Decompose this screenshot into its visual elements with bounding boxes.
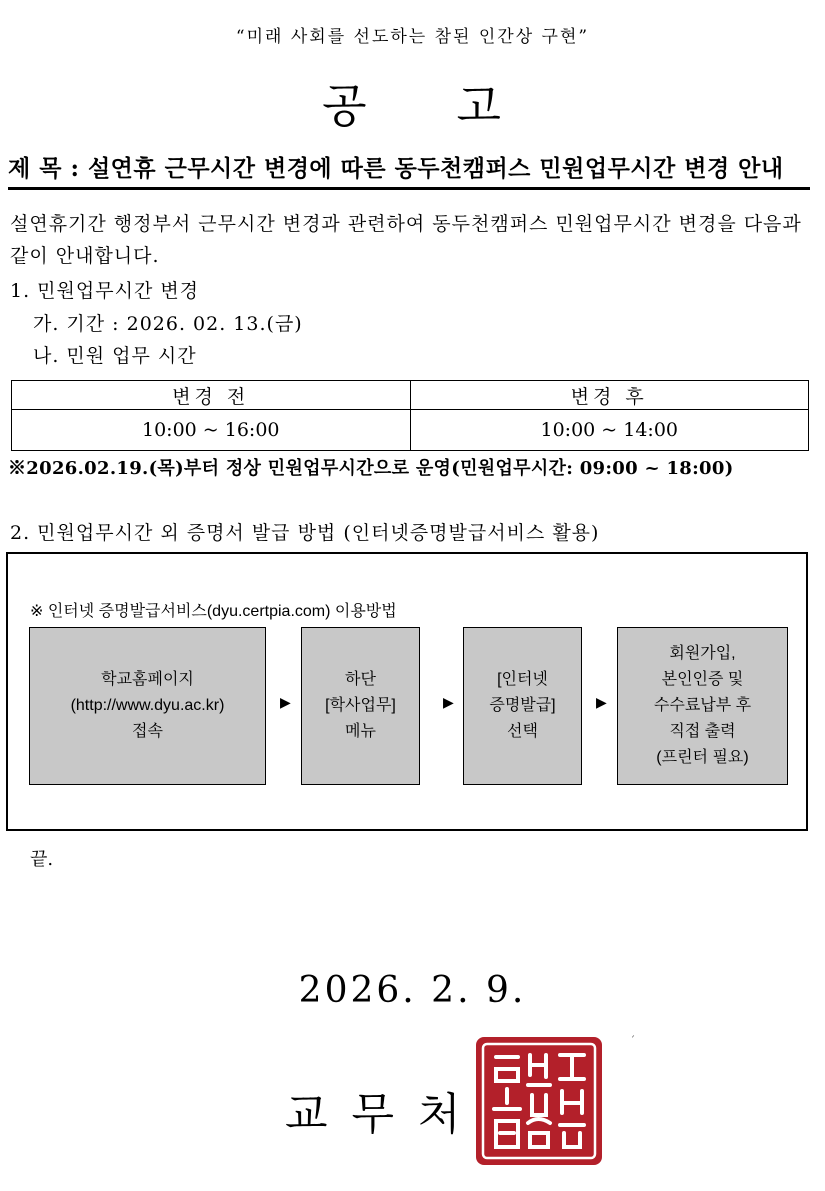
official-seal-icon bbox=[474, 1035, 604, 1167]
period-item: 가. 기간 : 2026. 02. 13.(금) bbox=[33, 313, 303, 335]
howto-box bbox=[6, 552, 808, 831]
howto-title: ※ 인터넷 증명발급서비스(dyu.certpia.com) 이용방법 bbox=[30, 603, 397, 620]
hours-after: 10:00 ~ 14:00 bbox=[410, 410, 809, 451]
hours-item: 나. 민원 업무 시간 bbox=[33, 345, 197, 367]
step-2-box bbox=[301, 627, 420, 785]
step-line: 수수료납부 후 bbox=[653, 697, 752, 714]
section2-title: 2. 민원업무시간 외 증명서 발급 방법 (인터넷증명발급서비스 활용) bbox=[10, 522, 600, 544]
step-line: 선택 bbox=[507, 723, 538, 740]
arrow-right-icon: ▶ bbox=[443, 694, 454, 710]
hours-before: 10:00 ~ 16:00 bbox=[12, 410, 411, 451]
title-char: 공 bbox=[322, 79, 369, 133]
end-mark: 끝. bbox=[30, 849, 54, 870]
step-line: 증명발급] bbox=[489, 697, 556, 714]
step-line: (프린터 필요) bbox=[656, 749, 749, 766]
step-1-box bbox=[29, 627, 266, 785]
title-char: 고 bbox=[456, 79, 503, 133]
step-line: 학교홈페이지 bbox=[101, 671, 194, 688]
step-line: 메뉴 bbox=[345, 723, 376, 740]
hours-table bbox=[11, 380, 809, 451]
section1-title: 1. 민원업무시간 변경 bbox=[10, 280, 200, 302]
step-3-box bbox=[463, 627, 582, 785]
header-after: 변경 후 bbox=[410, 381, 809, 410]
step-4-box bbox=[617, 627, 788, 785]
page-title bbox=[0, 70, 825, 136]
step-line: 회원가입, bbox=[669, 645, 736, 662]
step-line: (http://www.dyu.ac.kr) bbox=[70, 697, 225, 714]
intro-paragraph: 설연휴기간 행정부서 근무시간 변경과 관련하여 동두천캠퍼스 민원업무시간 변경을 다음과 같이 안내합니다. bbox=[10, 213, 802, 267]
slogan: “미래 사회를 선도하는 참된 인간상 구현” bbox=[235, 27, 590, 47]
step-line: [학사업무] bbox=[325, 697, 396, 714]
normal-hours-note: ※2026.02.19.(목)부터 정상 민원업무시간으로 운영(민원업무시간: 09:00 ~ 18:00) bbox=[8, 458, 734, 479]
step-line: 하단 bbox=[345, 671, 376, 688]
step-line: 본인인증 및 bbox=[661, 671, 744, 688]
issuer-char: 교 bbox=[285, 1089, 328, 1140]
header-before: 변경 전 bbox=[12, 381, 411, 410]
step-line: 직접 출력 bbox=[669, 723, 736, 740]
issue-date: 2026. 2. 9. bbox=[298, 970, 527, 1011]
step-line: [인터넷 bbox=[497, 671, 548, 688]
issuer-char: 무 bbox=[351, 1089, 395, 1140]
step-line: 접속 bbox=[132, 723, 163, 740]
issuer-char: 처 bbox=[418, 1089, 461, 1140]
mark-icon: ´ bbox=[630, 1036, 635, 1047]
arrow-right-icon: ▶ bbox=[280, 694, 291, 710]
subject-line: 제 목 : 설연휴 근무시간 변경에 따른 동두천캠퍼스 민원업무시간 변경 안내 bbox=[8, 150, 810, 190]
arrow-right-icon: ▶ bbox=[596, 694, 607, 710]
